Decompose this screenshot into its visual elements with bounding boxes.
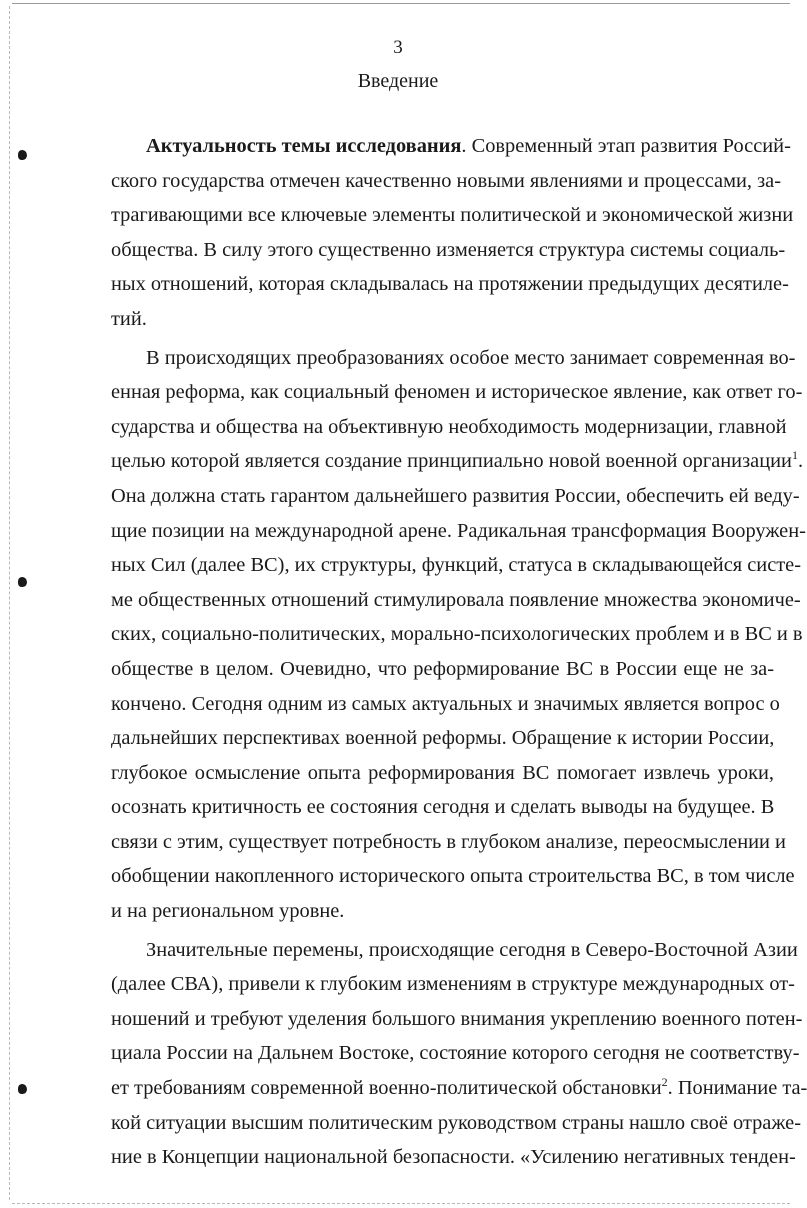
text-line: циала России на Дальнем Востоке, состояние которого сегодня не соответству- — [111, 1042, 800, 1065]
text-line: ских, социально-политических, морально-психологических проблем и в ВС и в — [111, 623, 803, 646]
text-line: обобщении накопленного исторического опыта строительства ВС, в том числе — [111, 865, 795, 888]
text-line: ных Сил (далее ВС), их структуры, функций, статуса в складывающейся систе- — [111, 554, 801, 577]
page-number: 3 — [393, 37, 403, 58]
text-line: кой ситуации высшим политическим руководством страны нашло своё отраже- — [111, 1111, 802, 1134]
body-text — [111, 129, 807, 1175]
text-line: Она должна стать гарантом дальнейшего развития России, обеспечить ей веду- — [111, 484, 800, 507]
text-line: осознать критичность ее состояния сегодня и сделать выводы на будущее. В — [111, 796, 775, 819]
scan-top-edge — [12, 3, 790, 4]
text-line: обществе в целом. Очевидно, что реформирование ВС в России еще не за- — [111, 657, 774, 680]
footnote-ref-2: 2 — [661, 1075, 668, 1090]
text-line: ского государства отмечен качественно новыми явлениями и процессами, за- — [111, 169, 782, 192]
scan-bottom-edge — [12, 1203, 790, 1204]
paragraph-northeast-asia — [111, 933, 807, 1175]
text-line: ет требованиям современной военно-политической обстановки$^2$. Понимание та- — [111, 1075, 807, 1100]
text-line: ных отношений, которая складывалась на протяжении предыдущих десятиле- — [111, 273, 789, 296]
text-line: и на региональном уровне. — [111, 900, 345, 923]
page-heading: Введение — [357, 70, 439, 92]
binder-hole-mark — [18, 1084, 27, 1094]
text-line: Актуальность темы исследования. Современный этап развития Россий- — [146, 135, 791, 157]
text-line: кончено. Сегодня одним из самых актуальных и значимых является вопрос о — [111, 692, 780, 715]
text-line: сударства и общества на объективную необходимость модернизации, главной — [111, 415, 787, 438]
text-line: щие позиции на международной арене. Радикальная трансформация Вооружен- — [111, 519, 806, 542]
scan-left-edge — [9, 6, 10, 1200]
text-line: ние в Концепции национальной безопасности. «Усилению негативных тенден- — [111, 1146, 796, 1169]
text-line: дальнейших перспективах военной реформы. Обращение к истории России, — [111, 727, 775, 750]
footnote-ref-1: 1 — [791, 448, 798, 463]
text-line: глубокое осмысление опыта реформирования ВС помогает извлечь уроки, — [111, 761, 774, 784]
paragraph-relevance — [111, 129, 794, 337]
text-line: целью которой является создание принципиально новой военной организации$^1$. — [111, 448, 804, 473]
text-line: ме общественных отношений стимулировала появление множества экономиче- — [111, 588, 801, 611]
text-line: ношений и требуют уделения большого внимания укреплению военного потен- — [111, 1007, 803, 1030]
binder-hole-mark — [18, 150, 27, 160]
bold-lead: Актуальность темы исследования — [146, 135, 462, 157]
text-line: Значительные перемены, происходящие сегодня в Северо-Восточной Азии — [146, 938, 798, 961]
binder-hole-mark — [18, 577, 27, 587]
text-line: В происходящих преобразованиях особое место занимает современная во- — [146, 346, 796, 369]
paragraph-reform — [111, 341, 806, 929]
text-line: связи с этим, существует потребность в глубоком анализе, переосмыслении и — [111, 830, 786, 853]
text-line: енная реформа, как социальный феномен и историческое явление, как ответ го- — [111, 381, 803, 404]
text-line: (далее СВА), привели к глубоким изменениям в структуре международных от- — [111, 973, 795, 996]
text-line: общества. В силу этого существенно изменяется структура системы социаль- — [111, 238, 786, 261]
text-line: тий. — [111, 307, 147, 330]
text-line: трагивающими все ключевые элементы политической и экономической жизни — [111, 204, 794, 227]
